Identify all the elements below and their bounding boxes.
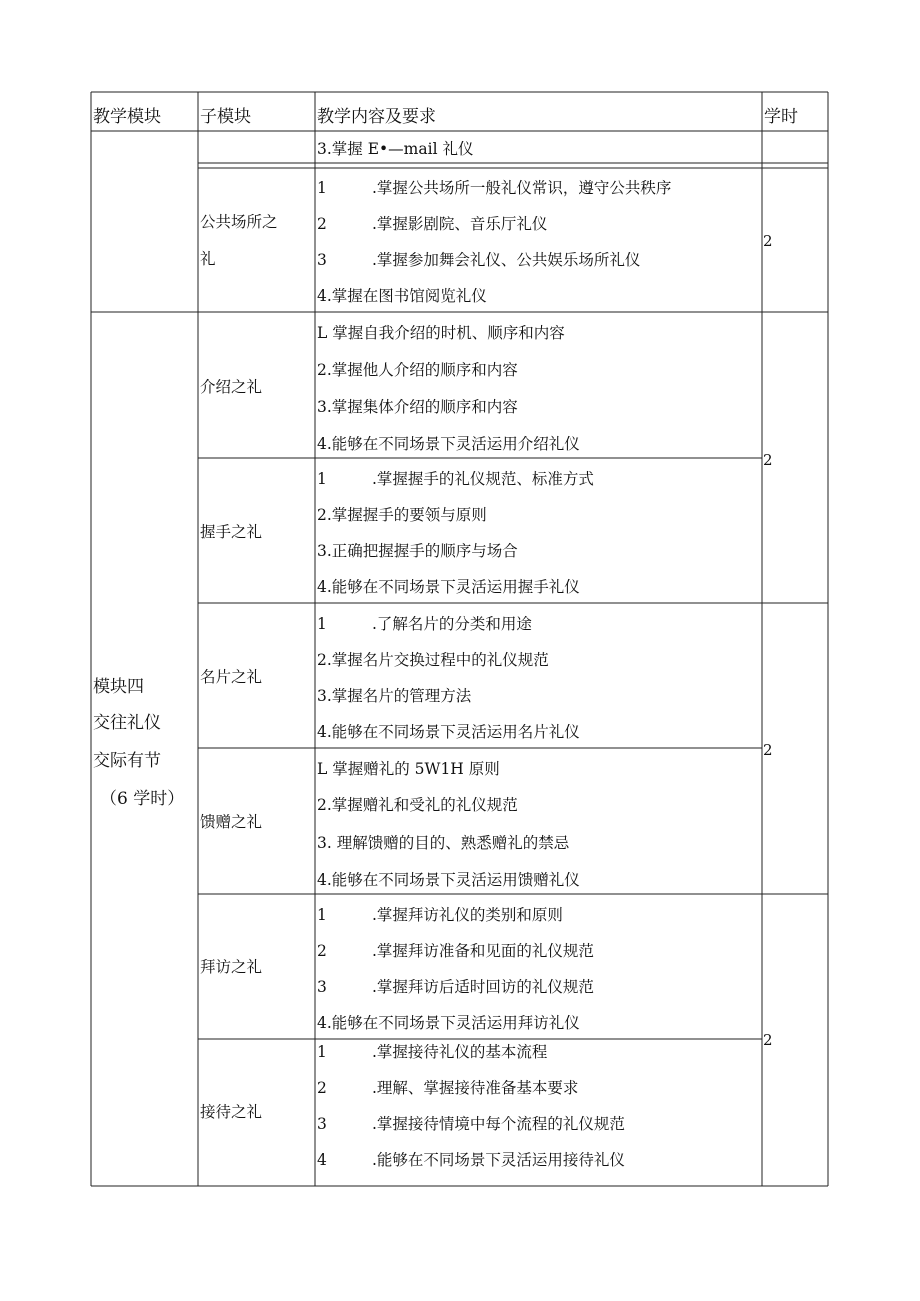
module4-line3: 交际有节 [93,751,161,771]
reception-item-2 [317,1078,578,1098]
reception-item-4 [317,1150,625,1170]
public-item-1 [317,178,671,198]
public-item-4: 4.掌握在图书馆阅览礼仪 [317,287,487,305]
reception-item-1 [317,1042,547,1062]
visit-item-2-num: 2 [317,942,327,960]
intro-handshake-hours: 2 [763,451,773,469]
intro-item-1: L 掌握自我介绍的时机、顺序和内容 [317,324,565,342]
public-item-2 [317,214,547,234]
visit-item-1-text: .掌握拜访礼仪的类别和原则 [372,906,563,924]
card-item-2: 2.掌握名片交换过程中的礼仪规范 [317,651,549,669]
module4-line4: （6 学时） [100,789,185,809]
gift-name: 馈赠之礼 [200,813,263,831]
intro-item-3: 3.掌握集体介绍的顺序和内容 [317,398,518,416]
public-name-line2: 礼 [200,250,216,268]
reception-item-3-num: 3 [317,1115,327,1133]
handshake-item-1-num: 1 [317,470,327,488]
reception-item-2-num: 2 [317,1079,327,1097]
card-item-1 [317,614,532,634]
gift-item-1: L 掌握赠礼的 5W1H 原则 [317,760,500,778]
public-item-1-text: .掌握公共场所一般礼仪常识，遵守公共秩序 [372,179,672,197]
handshake-item-2: 2.掌握握手的要领与原则 [317,506,487,524]
public-item-2-text: .掌握影剧院、音乐厅礼仪 [372,215,548,233]
handshake-item-3: 3.正确把握握手的顺序与场合 [317,542,518,560]
visit-item-3-text: .掌握拜访后适时回访的礼仪规范 [372,978,594,996]
header-module: 教学模块 [93,107,161,127]
visit-item-2 [317,941,594,961]
visit-item-1-num: 1 [317,906,327,924]
card-item-1-text: .了解名片的分类和用途 [372,615,532,633]
module4-line2: 交往礼仪 [93,713,161,733]
card-item-4: 4.能够在不同场景下灵活运用名片礼仪 [317,723,580,741]
public-hours: 2 [763,232,773,250]
visit-item-2-text: .掌握拜访准备和见面的礼仪规范 [372,942,594,960]
public-item-3 [317,250,640,270]
public-item-3-text: .掌握参加舞会礼仪、公共娱乐场所礼仪 [372,251,641,269]
reception-item-2-text: .理解、掌握接待准备基本要求 [372,1079,579,1097]
reception-item-3 [317,1114,625,1134]
header-content: 教学内容及要求 [317,107,436,127]
gift-item-4: 4.能够在不同场景下灵活运用馈赠礼仪 [317,871,580,889]
visit-item-3-num: 3 [317,978,327,996]
reception-item-3-text: .掌握接待情境中每个流程的礼仪规范 [372,1115,625,1133]
intro-item-2: 2.掌握他人介绍的顺序和内容 [317,361,518,379]
visit-item-1 [317,905,563,925]
card-gift-hours: 2 [763,741,773,759]
reception-name: 接待之礼 [200,1103,263,1121]
public-item-3-num: 3 [317,251,327,269]
email-item-3: 3.掌握 E•—mail 礼仪 [317,140,474,158]
handshake-item-1 [317,469,594,489]
gift-item-2: 2.掌握赠礼和受礼的礼仪规范 [317,796,518,814]
reception-item-1-text: .掌握接待礼仪的基本流程 [372,1043,548,1061]
card-name: 名片之礼 [200,668,263,686]
public-item-2-num: 2 [317,215,327,233]
visit-item-3 [317,977,594,997]
card-item-3: 3.掌握名片的管理方法 [317,687,472,705]
public-item-1-num: 1 [317,179,327,197]
visit-name: 拜访之礼 [200,958,263,976]
reception-item-4-num: 4 [317,1151,327,1169]
reception-item-1-num: 1 [317,1043,327,1061]
visit-reception-hours: 2 [763,1031,773,1049]
handshake-item-4: 4.能够在不同场景下灵活运用握手礼仪 [317,578,580,596]
module4-line1: 模块四 [93,677,144,697]
reception-item-4-text: .能够在不同场景下灵活运用接待礼仪 [372,1151,625,1169]
public-name-line1: 公共场所之 [200,213,278,231]
intro-name: 介绍之礼 [200,378,263,396]
gift-item-3: 3. 理解馈赠的目的、熟悉赠礼的禁忌 [317,834,570,852]
card-item-1-num: 1 [317,615,327,633]
header-submodule: 子模块 [200,107,251,127]
handshake-name: 握手之礼 [200,523,263,541]
intro-item-4: 4.能够在不同场景下灵活运用介绍礼仪 [317,435,580,453]
handshake-item-1-text: .掌握握手的礼仪规范、标准方式 [372,470,594,488]
visit-item-4: 4.能够在不同场景下灵活运用拜访礼仪 [317,1014,580,1032]
header-hours: 学时 [764,107,798,127]
